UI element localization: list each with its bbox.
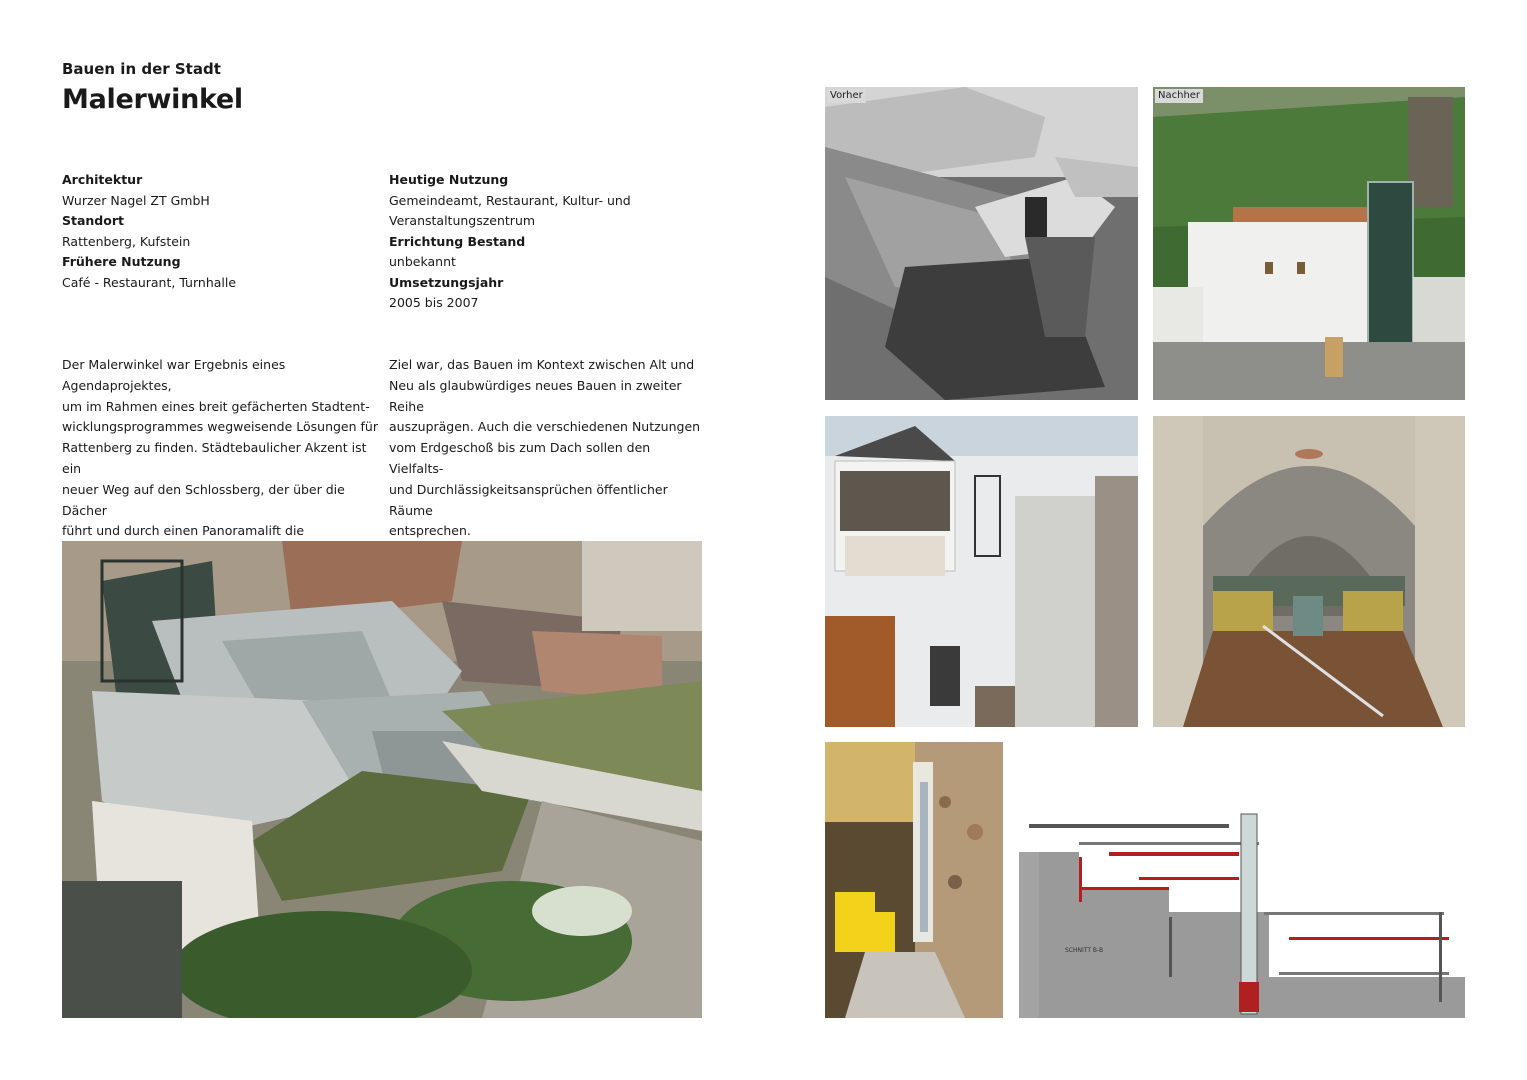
fact-value: Veranstaltungszentrum	[389, 213, 536, 228]
street-facade-photo	[825, 416, 1138, 727]
after-photo	[1153, 87, 1465, 400]
text-line: führt und durch einen Panoramalift die	[62, 523, 305, 539]
before-photo	[825, 87, 1138, 400]
fact-value: Rattenberg, Kufstein	[62, 233, 191, 249]
text-line: Ziel war, das Bauen im Kontext zwischen Alt und	[389, 357, 695, 372]
fact-value: unbekannt	[389, 254, 456, 269]
text-line: Der Malerwinkel war Ergebnis eines Agendaprojektes,	[62, 357, 286, 393]
fact-label: Architektur	[62, 172, 143, 187]
body-paragraph-2	[389, 355, 705, 542]
fact-value: Café - Restaurant, Turnhalle	[62, 274, 237, 290]
text-line: wicklungsprogrammes wegweisende Lösungen für	[62, 419, 378, 435]
section-kicker: Bauen in der Stadt	[62, 60, 221, 78]
text-line: auszuprägen. Auch die verschiedenen Nutzungen	[389, 419, 701, 435]
section-drawing	[1019, 742, 1465, 1018]
fact-label: Frühere Nutzung	[62, 254, 181, 269]
text-line: Rattenberg zu finden. Städtebaulicher Akzent ist ein	[62, 440, 367, 476]
text-line: entsprechen.	[389, 523, 471, 539]
fact-label: Heutige Nutzung	[389, 172, 509, 187]
section-label: SCHNITT B-B	[1065, 947, 1104, 954]
text-line: Neu als glaubwürdiges neues Bauen in zweiter Reihe	[389, 377, 682, 414]
after-label: Nachher	[1155, 89, 1203, 103]
fact-label: Standort	[62, 213, 124, 228]
page-title: Malerwinkel	[62, 84, 243, 115]
aerial-roof-photo	[62, 541, 702, 1018]
fact-label: Errichtung Bestand	[389, 233, 526, 249]
fact-value: Wurzer Nagel ZT GmbH	[62, 192, 210, 208]
text-line: neuer Weg auf den Schlossberg, der über die Dächer	[62, 481, 345, 518]
fact-value: Gemeindeamt, Restaurant, Kultur- und	[389, 192, 631, 208]
fact-label: Umsetzungsjahr	[389, 274, 504, 290]
facts-left	[62, 170, 362, 293]
text-line: und Durchlässigkeitsansprüchen öffentlicher Räume	[389, 481, 668, 518]
before-label: Vorher	[827, 89, 866, 103]
facts-right	[389, 170, 709, 314]
vault-restaurant-photo	[1153, 416, 1465, 727]
fact-value: 2005 bis 2007	[389, 295, 479, 310]
text-line: um im Rahmen eines breit gefächerten Stadtent-	[62, 398, 370, 414]
text-line: vom Erdgeschoß bis zum Dach sollen den Vielfalts-	[389, 440, 651, 476]
corridor-photo	[825, 742, 1003, 1018]
